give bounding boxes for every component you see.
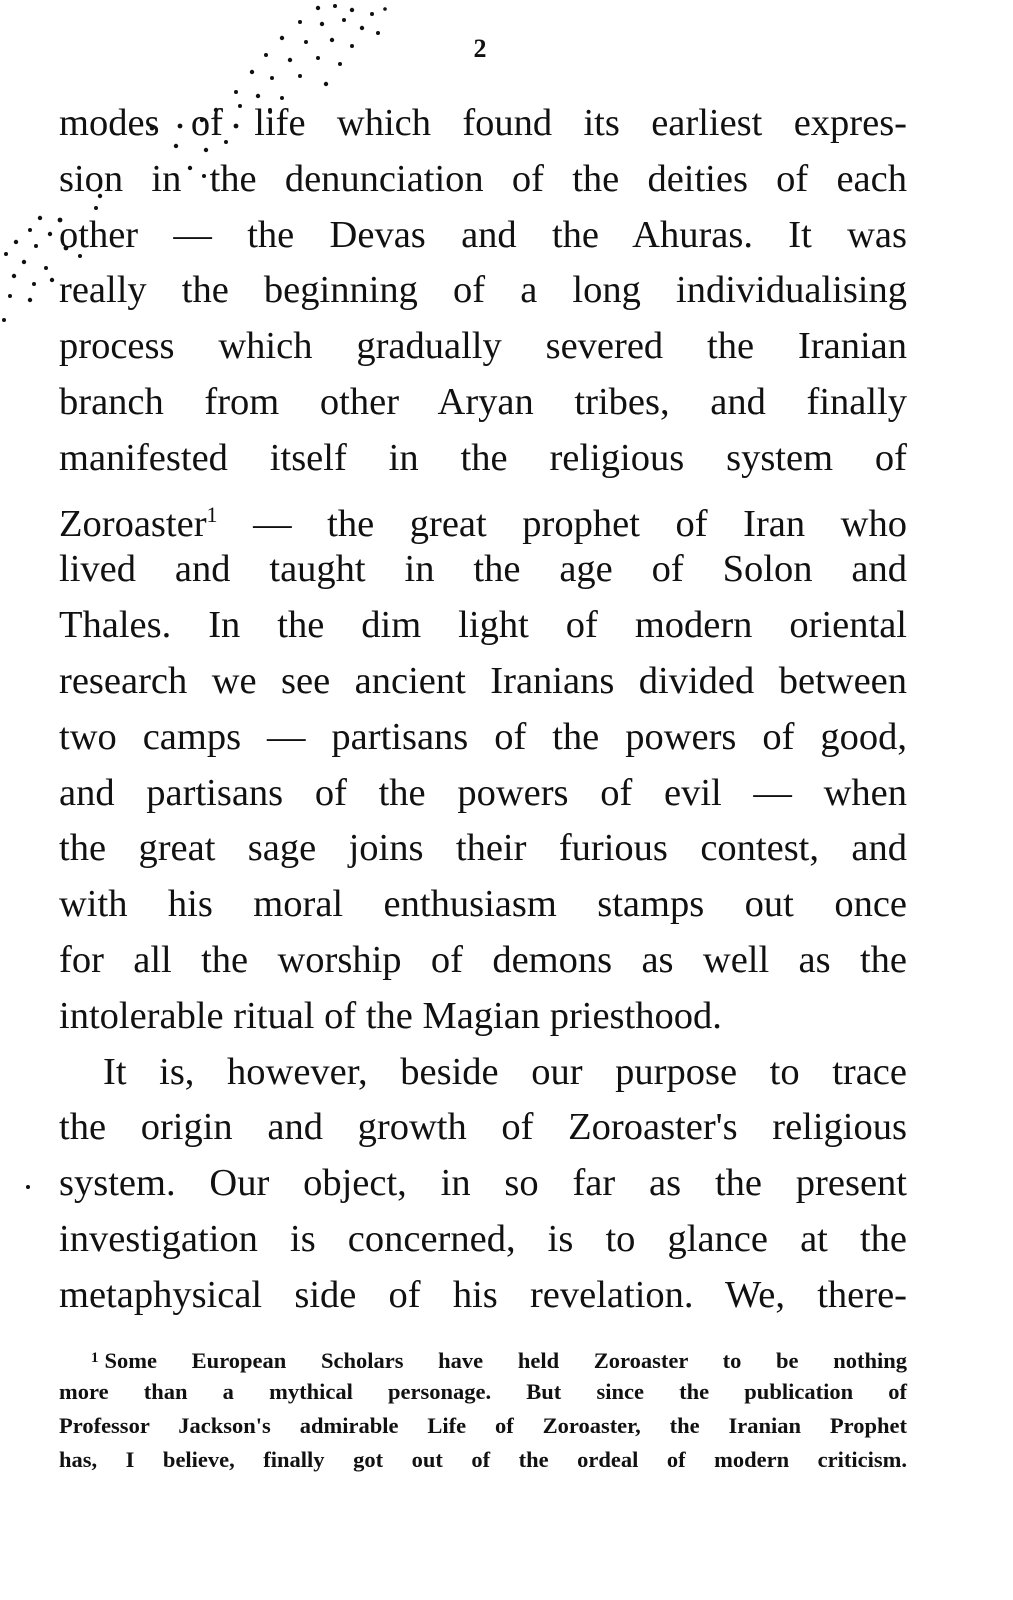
text-line: process which gradually severed the Iranian <box>59 325 907 368</box>
stray-dot-mark <box>0 0 60 1200</box>
text-fragment: — the great prophet of Iran who <box>217 502 907 545</box>
text-line-with-footnote-ref <box>59 487 907 543</box>
footnote-line: more than a mythical personage. But since the publication of <box>59 1379 907 1404</box>
body-text <box>59 96 907 1324</box>
text-fragment: Zoroaster <box>59 502 207 545</box>
text-line: the great sage joins their furious contest, and <box>59 827 907 870</box>
text-line: branch from other Aryan tribes, and finally <box>59 380 907 423</box>
footnote-text: Some European Scholars have held Zoroaster to be nothing <box>104 1348 907 1373</box>
text-line: manifested itself in the religious system of <box>59 436 907 479</box>
text-line: modes of life which found its earliest expres- <box>59 102 907 144</box>
footnote-line: Professor Jackson's admirable Life of Zoroaster, the Iranian Prophet <box>59 1413 907 1438</box>
text-line: for all the worship of demons as well as the <box>59 938 907 981</box>
footnote-reference: 1 <box>206 501 218 527</box>
paragraph-1 <box>59 96 907 1045</box>
footnote <box>59 1341 907 1477</box>
text-line: system. Our object, in so far as the present <box>59 1162 907 1205</box>
text-line: sion in the denunciation of the deities of each <box>59 157 907 200</box>
text-line: really the beginning of a long individualising <box>59 269 907 312</box>
text-line: and partisans of the powers of evil — when <box>59 771 907 814</box>
text-line: lived and taught in the age of Solon and <box>59 548 907 591</box>
footnote-marker: 1 <box>91 1350 99 1366</box>
text-line: two camps — partisans of the powers of good, <box>59 715 907 758</box>
text-line: other — the Devas and the Ahuras. It was <box>59 213 907 256</box>
text-line: intolerable ritual of the Magian priesthood. <box>59 994 722 1037</box>
footnote-line <box>59 1341 907 1375</box>
text-line: It is, however, beside our purpose to trace <box>103 1050 907 1093</box>
footnote-line: has, I believe, finally got out of the ordeal of modern criticism. <box>59 1447 907 1472</box>
text-line: with his moral enthusiasm stamps out once <box>59 883 907 926</box>
text-line: research we see ancient Iranians divided between <box>59 659 907 702</box>
paragraph-2 <box>59 1045 907 1324</box>
text-line: the origin and growth of Zoroaster's religious <box>59 1106 907 1149</box>
text-line: investigation is concerned, is to glance at the <box>59 1217 907 1260</box>
page-number: 2 <box>473 34 487 63</box>
text-line: Thales. In the dim light of modern oriental <box>59 604 907 647</box>
text-line: metaphysical side of his revelation. We, there- <box>59 1273 907 1316</box>
